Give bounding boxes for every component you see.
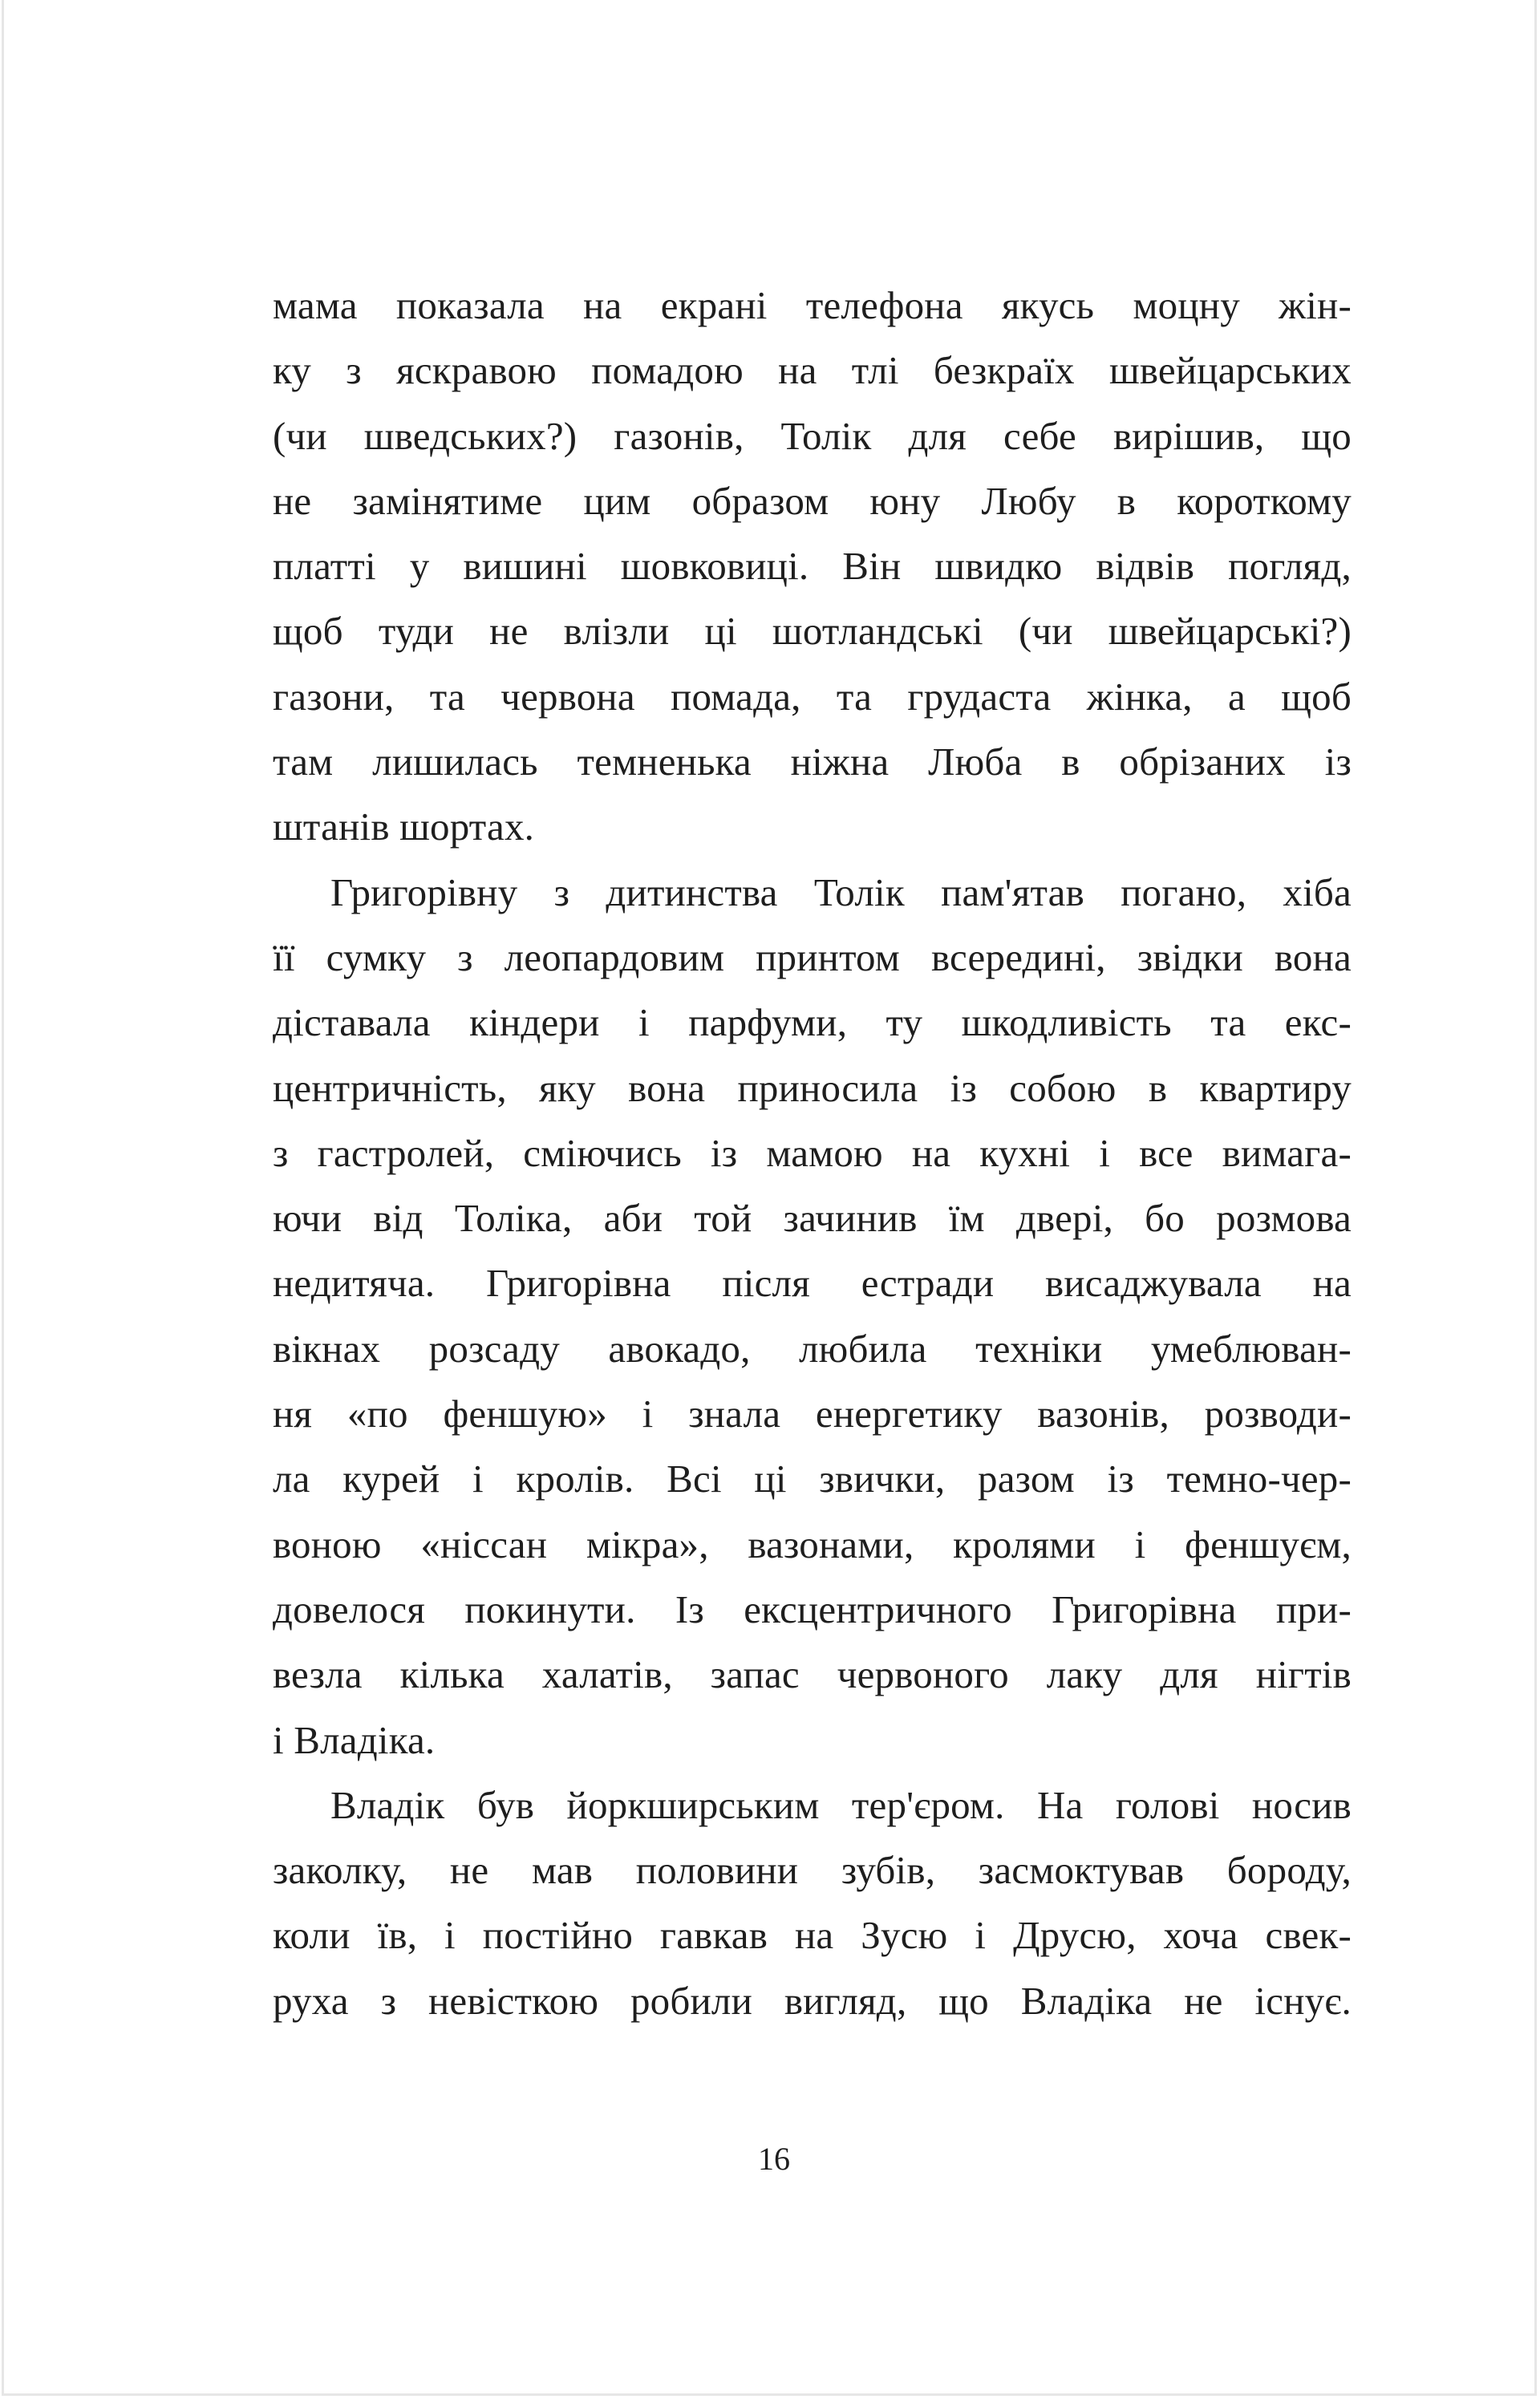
text-line: довелося покинути. Із ексцентричного Григорівна при- <box>273 1587 1352 1631</box>
text-line: Владік був йоркширським тер'єром. На голові носив <box>330 1782 1352 1827</box>
text-line: мама показала на екрані телефона якусь моцну жін- <box>273 283 1352 327</box>
book-page <box>2 0 1537 2396</box>
body-text <box>273 273 1352 2033</box>
text-line: везла кілька халатів, запас червоного лаку для нігтів <box>273 1652 1352 1697</box>
text-line: діставала кіндери і парфуми, ту шкодливість та екс- <box>273 1000 1352 1045</box>
text-line: газони, та червона помада, та грудаста жінка, а щоб <box>273 674 1352 719</box>
text-line: там лишилась темненька ніжна Люба в обрізаних із <box>273 740 1352 784</box>
text-line: воною «ніссан мікра», вазонами, кролями і феншуєм, <box>273 1522 1352 1566</box>
text-line: щоб туди не влізли ці шотландські (чи швейцарські?) <box>273 609 1352 654</box>
text-line: центричність, яку вона приносила із собою в квартиру <box>273 1065 1352 1110</box>
text-line: ку з яскравою помадою на тлі безкраїх швейцарських <box>273 348 1352 393</box>
text-line: платті у вишині шовковиці. Він швидко відвів погляд, <box>273 544 1352 589</box>
text-line: коли їв, і постійно гавкав на Зусю і Друсю, хоча свек- <box>273 1913 1352 1958</box>
text-line: недитяча. Григорівна після естради висаджувала на <box>273 1261 1352 1306</box>
text-line: і Владіка. <box>273 1717 436 1762</box>
text-line: її сумку з леопардовим принтом всередині, звідки вона <box>273 934 1352 979</box>
text-line: руха з невісткою робили вигляд, що Владіка не існує. <box>273 1978 1352 2023</box>
text-line: з гастролей, сміючись із мамою на кухні і все вимага- <box>273 1130 1352 1175</box>
text-line: штанів шортах. <box>273 804 535 849</box>
text-line: не замінятиме цим образом юну Любу в короткому <box>273 478 1352 523</box>
text-line: Григорівну з дитинства Толік пам'ятав погано, хіба <box>330 869 1352 914</box>
text-line: (чи шведських?) газонів, Толік для себе вирішив, що <box>273 413 1352 458</box>
text-line: заколку, не мав половини зубів, засмоктував бороду, <box>273 1848 1352 1893</box>
text-line: ня «по феншую» і знала енергетику вазонів, розводи- <box>273 1392 1352 1437</box>
text-line: ючи від Толіка, аби той зачинив їм двері, бо розмова <box>273 1196 1352 1241</box>
text-line: вікнах розсаду авокадо, любила техніки умеблюван- <box>273 1326 1352 1371</box>
page-number: 16 <box>758 2141 790 2177</box>
text-line: ла курей і кролів. Всі ці звички, разом із темно-чер- <box>273 1457 1352 1501</box>
